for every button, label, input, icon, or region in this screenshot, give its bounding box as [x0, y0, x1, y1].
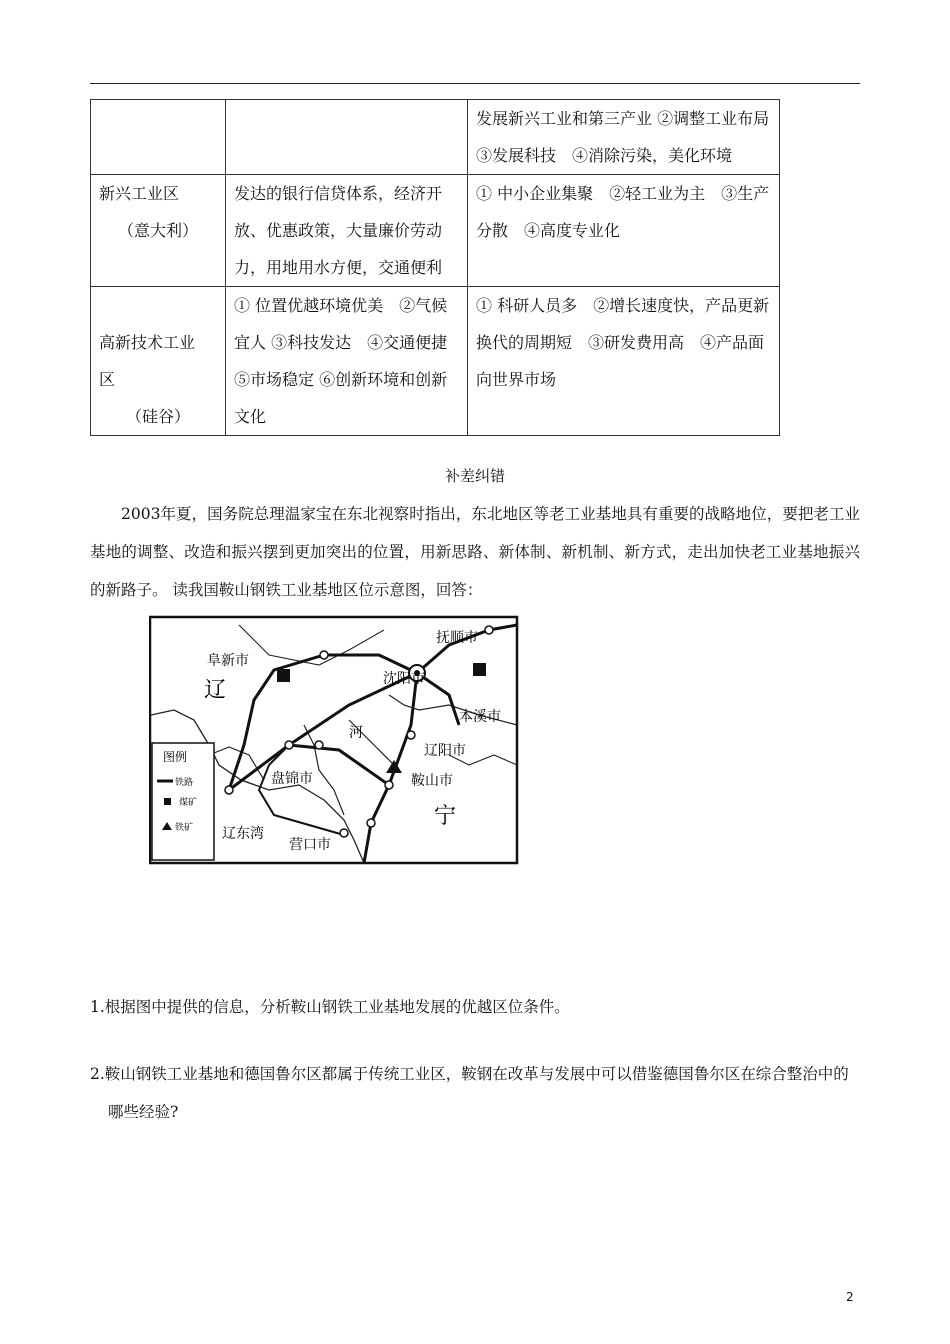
station-marker [385, 781, 393, 789]
station-marker [407, 731, 415, 739]
table-row [91, 287, 780, 436]
zone-name: 新兴工业区 [99, 184, 180, 203]
zone-country: （意大利） [117, 221, 198, 240]
station-marker [340, 829, 348, 837]
station-marker [285, 741, 293, 749]
zone-region: （硅谷） [125, 407, 190, 426]
station-marker [485, 626, 493, 634]
legend-title: 图例 [163, 750, 188, 764]
question-2: 2.鞍山钢铁工业基地和德国鲁尔区都属于传统工业区，鞍钢在改革与发展中可以借鉴德国鲁尔区在综合整治中的哪些经验? [90, 1065, 849, 1121]
table-row [91, 175, 780, 287]
label-fushun: 抚顺市 [436, 630, 478, 646]
map-svg [149, 615, 519, 865]
station-marker [225, 786, 233, 794]
header-rule [90, 83, 860, 84]
zone-name-line [99, 287, 217, 324]
anshan-location-map [149, 615, 519, 865]
legend-coal-label: 煤矿 [179, 798, 198, 808]
zone-name-cell [91, 287, 226, 436]
label-ning: 宁 [434, 804, 457, 829]
coal-mine-icon [473, 663, 486, 676]
label-liao: 辽 [204, 678, 227, 703]
label-benxi: 本溪市 [459, 709, 501, 725]
label-fuxin: 阜新市 [207, 653, 249, 669]
question-1: 1.根据图中提供的信息，分析鞍山钢铁工业基地发展的优越区位条件。 [90, 998, 570, 1016]
zone-name-line: 高新技术工业 [99, 333, 196, 352]
industrial-zone-table [90, 99, 780, 436]
table-row [91, 100, 780, 175]
label-panjin: 盘锦市 [271, 771, 313, 787]
legend-coal-icon [164, 798, 171, 805]
page-number: 2 [846, 1290, 854, 1304]
conditions-cell: ① 位置优越环境优美 ②气候宜人 ③科技发达 ④交通便捷 ⑤市场稳定 ⑥创新环境和创新文化 [226, 287, 468, 436]
station-marker [320, 651, 328, 659]
conditions-cell [226, 100, 468, 175]
legend-railway-label: 铁路 [175, 778, 194, 788]
label-liaoyang: 辽阳市 [424, 743, 466, 759]
label-yingkou: 营口市 [289, 837, 331, 853]
label-liaodongwan: 辽东湾 [222, 826, 264, 842]
station-marker [315, 741, 323, 749]
label-he: 河 [349, 725, 363, 741]
features-cell: ① 中小企业集聚 ②轻工业为主 ③生产分散 ④高度专业化 [468, 175, 780, 287]
features-cell: ① 科研人员多 ②增长速度快，产品更新换代的周期短 ③研发费用高 ④产品面向世界市场 [468, 287, 780, 436]
zone-name-line: 区 [99, 370, 116, 389]
zone-name-cell [91, 100, 226, 175]
conditions-cell: 发达的银行信贷体系，经济开放、优惠政策，大量廉价劳动力，用地用水方便，交通便利 [226, 175, 468, 287]
label-shenyang: 沈阳市 [383, 671, 425, 687]
zone-name-cell [91, 175, 226, 287]
features-cell: 发展新兴工业和第三产业 ②调整工业布局 ③发展科技 ④消除污染，美化环境 [468, 100, 780, 175]
legend-iron-label: 铁矿 [175, 823, 194, 833]
intro-paragraph: 2003年夏，国务院总理温家宝在东北视察时指出，东北地区等老工业基地具有重要的战略地位，要把老工业基地的调整、改造和振兴摆到更加突出的位置，用新思路、新体制、新机制、新方式，走出加快老工业基地振兴的新路子。 读我国鞍山钢铁工业基地区位示意图，回答： [90, 505, 860, 599]
station-marker [367, 819, 375, 827]
label-anshan: 鞍山市 [411, 773, 453, 789]
section-caption: 补差纠错 [444, 467, 505, 485]
coal-mine-icon [277, 669, 290, 682]
